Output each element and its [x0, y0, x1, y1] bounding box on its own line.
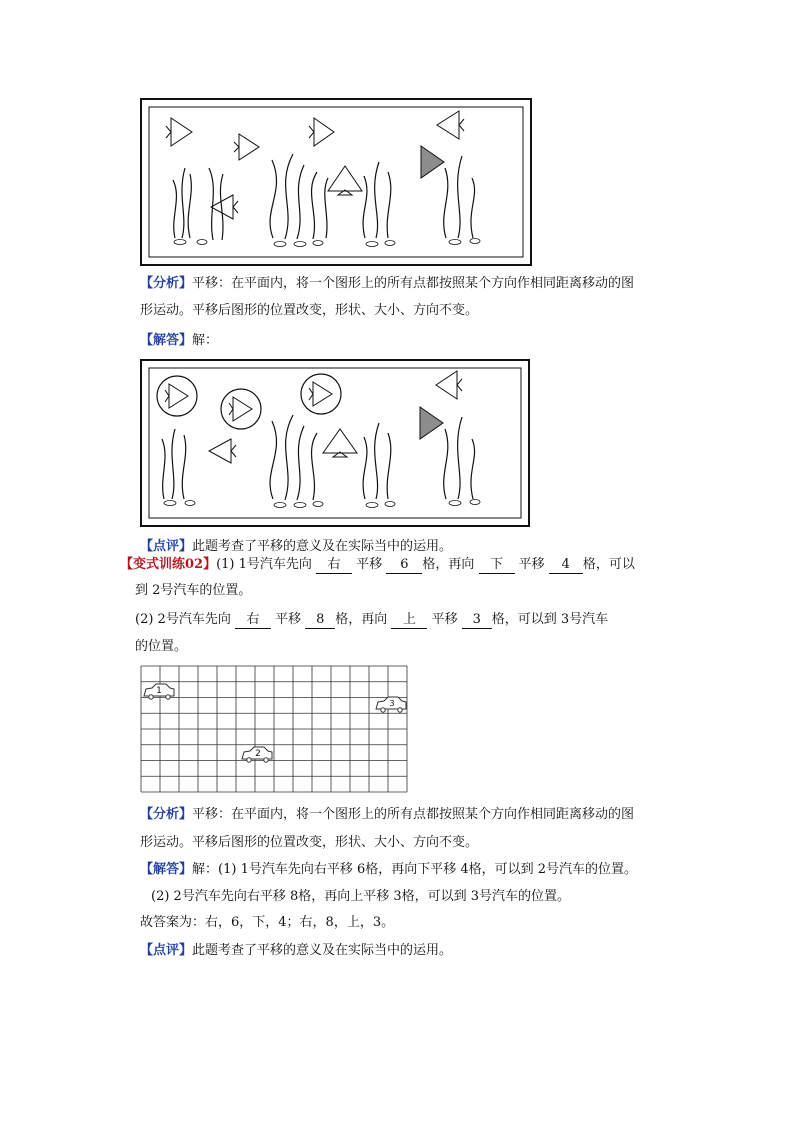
q1-text-a: (1) 1号汽车先向 [216, 557, 312, 572]
comment-paragraph-1 [140, 538, 452, 556]
answer-line-1: 解：(1) 1号汽车先向右平移 6格，再向下平移 4格，可以到 2号汽车的位置。 [192, 862, 638, 877]
q1-blank-3: 下 [479, 557, 515, 574]
aquarium-answer-figure [140, 359, 530, 527]
comment-text: 此题考查了平移的意义及在实际当中的运用。 [192, 539, 453, 554]
answer-line-2: (2) 2号汽车先向右平移 8格，再向上平移 3格，可以到 3号汽车的位置。 [151, 889, 571, 904]
car-3-icon [376, 697, 406, 712]
car-2-label: 2 [255, 749, 261, 759]
q2-text-e: 平移 [431, 612, 458, 627]
car-grid-figure [140, 664, 408, 794]
q2-text-c: 平移 [275, 612, 302, 627]
q2-blank-2: 8 [305, 612, 335, 629]
comment-paragraph-2 [140, 942, 452, 960]
exercise-tag: 【变式训练02】 [120, 557, 217, 572]
comment-text-2: 此题考查了平移的意义及在实际当中的运用。 [192, 943, 453, 958]
q1-text-c: 平移 [356, 557, 383, 572]
answer-paragraph-1 [140, 332, 218, 350]
q2-text-f: 格，可以到 3号汽车 [491, 612, 609, 627]
analysis-line-2: 形运动。平移后图形的位置改变，形状、大小、方向不变。 [140, 303, 479, 318]
q2-blank-1: 右 [235, 612, 271, 629]
answer-tag: 【解答】 [140, 333, 193, 348]
q1-text-d: 格，再向 [422, 557, 475, 572]
grid-lines [141, 666, 407, 792]
exercise-question-1 [120, 556, 635, 574]
car-2-icon [242, 747, 272, 762]
analysis-tag-2: 【分析】 [140, 807, 193, 822]
q1-line-2: 到 2号汽车的位置。 [135, 583, 252, 598]
q2-text-d: 格，再向 [335, 612, 388, 627]
exercise-question-2 [135, 611, 608, 629]
analysis-tag: 【分析】 [140, 276, 193, 291]
analysis-line-2b: 形运动。平移后图形的位置改变，形状、大小、方向不变。 [140, 835, 479, 850]
q1-text-f: 格，可以 [582, 557, 635, 572]
answer-tag-2: 【解答】 [140, 862, 193, 877]
analysis-paragraph-2 [140, 806, 634, 824]
answer-paragraph-2 [140, 861, 637, 879]
q1-blank-1: 右 [316, 557, 352, 574]
answer-text: 解： [192, 333, 219, 348]
q2-blank-3: 上 [391, 612, 427, 629]
q2-blank-4: 3 [462, 612, 492, 629]
comment-tag: 【点评】 [140, 539, 193, 554]
q2-line-2: 的位置。 [135, 639, 188, 654]
q1-blank-4: 4 [549, 557, 583, 574]
q2-text-a: (2) 2号汽车先向 [135, 612, 231, 627]
answer-line-3: 故答案为：右，6，下，4；右，8，上，3。 [140, 915, 395, 930]
car-1-icon [144, 684, 174, 699]
analysis-line-1b: 平移：在平面内，将一个图形上的所有点都按照某个方向作相同距离移动的图 [192, 807, 635, 822]
analysis-paragraph-1 [140, 275, 634, 293]
analysis-line-1: 平移：在平面内，将一个图形上的所有点都按照某个方向作相同距离移动的图 [192, 276, 635, 291]
q1-blank-2: 6 [386, 557, 422, 574]
car-3-label: 3 [389, 699, 395, 708]
car-1-label: 1 [156, 686, 162, 696]
comment-tag-2: 【点评】 [140, 943, 193, 958]
q1-text-e: 平移 [518, 557, 545, 572]
aquarium-question-figure [140, 98, 532, 266]
